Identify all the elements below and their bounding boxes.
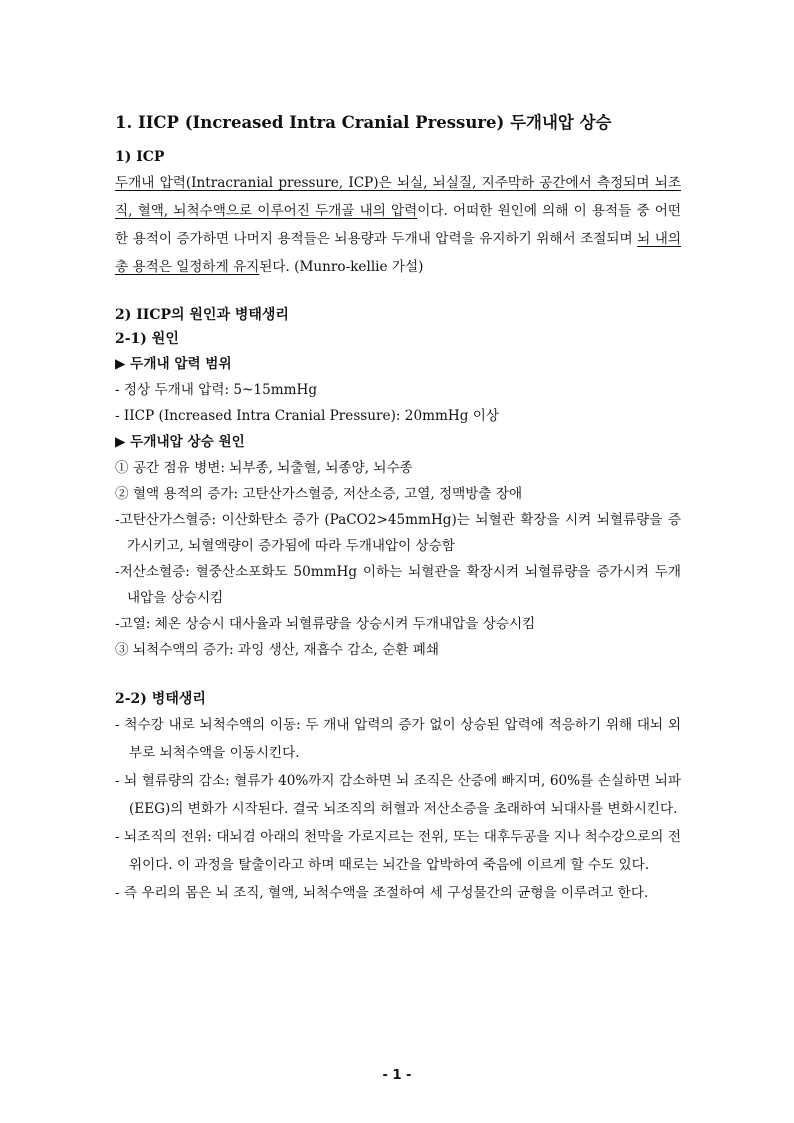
list-item: - 뇌 혈류량의 감소: 혈류가 40%까지 감소하면 뇌 조직은 산증에 빠지며, 60%를 손실하면 뇌파(EEG)의 변화가 시작된다. 결국 뇌조직의 허혈과 저산소증을 초래하여 뇌대사를 변화시킨다. — [115, 773, 681, 817]
list-item: - 척수강 내로 뇌척수액의 이동: 두 개내 압력의 증가 없이 상승된 압력에 적응하기 위해 대뇌 외부로 뇌척수액을 이동시킨다. — [115, 717, 681, 761]
paragraph-text-end: 된다. (Munro-kellie 가설) — [259, 259, 424, 275]
underlined-definition: 두개내 압력(Intracranial pressure, ICP)은 뇌실, 뇌실질, 지주막하 공간에서 측정되며 뇌조직, 혈액, 뇌척수액으로 이루어진 두개골 내의 압력 — [115, 175, 681, 219]
cause-item-2: ② 혈액 용적의 증가: 고탄산가스혈증, 저산소증, 고열, 정맥방출 장애 — [115, 486, 523, 502]
list-item: -저산소혈증: 혈중산소포화도 50mmHg 이하는 뇌혈관을 확장시켜 뇌혈류량을 증가시켜 두개내압을 상승시킴 — [115, 564, 681, 606]
subsection-pathophysiology-heading: 2-2) 병태생리 — [115, 691, 206, 707]
list-item: - 즉 우리의 몸은 뇌 조직, 혈액, 뇌척수액을 조절하여 세 구성물간의 균형을 이루려고 한다. — [115, 885, 649, 901]
cause-item-1: ① 공간 점유 병변: 뇌부종, 뇌출혈, 뇌종양, 뇌수종 — [115, 460, 413, 476]
list-item: -고열: 체온 상승시 대사율과 뇌혈류량을 상승시켜 두개내압을 상승시킴 — [115, 616, 536, 632]
section-1-paragraph — [115, 169, 681, 281]
list-item: - 뇌조직의 전위: 대뇌겸 아래의 천막을 가로지르는 전위, 또는 대후두공을 지나 척수강으로의 전위이다. 이 과정을 탈출이라고 하며 때로는 뇌간을 압박하여 죽음에 이르게 할 수도 있다. — [115, 829, 681, 873]
cause-heading: ▶ 두개내압 상승 원인 — [115, 434, 245, 450]
underlined-volume-constant: 뇌 내의 총 용적은 일정하게 유지 — [115, 231, 682, 275]
section-1-heading: 1) ICP — [115, 149, 165, 165]
range-heading: ▶ 두개내 압력 범위 — [115, 356, 232, 372]
paragraph-text: 이다. 어떠한 원인에 의해 이 용적들 중 어떤 한 용적이 증가하면 나머지 용적들은 뇌용량과 두개내 압력을 유지하기 위해서 조절되며 — [115, 203, 681, 247]
document-title: 1. IICP (Increased Intra Cranial Pressure) 두개내압 상승 — [115, 113, 612, 132]
list-item: - 정상 두개내 압력: 5~15mmHg — [115, 382, 318, 398]
page-number: - 1 - — [382, 1068, 412, 1083]
subsection-causes-heading: 2-1) 원인 — [115, 331, 179, 347]
list-item: - IICP (Increased Intra Cranial Pressure): 20mmHg 이상 — [115, 408, 500, 424]
list-item: -고탄산가스혈증: 이산화탄소 증가 (PaCO2>45mmHg)는 뇌혈관 확장을 시켜 뇌혈류량을 증가시키고, 뇌혈액량이 증가됨에 따라 두개내압이 상승함 — [115, 512, 681, 554]
cause-item-3: ③ 뇌척수액의 증가: 과잉 생산, 재흡수 감소, 순환 폐쇄 — [115, 642, 440, 658]
document-page — [115, 108, 681, 907]
section-2-heading: 2) IICP의 원인과 병태생리 — [115, 307, 289, 323]
